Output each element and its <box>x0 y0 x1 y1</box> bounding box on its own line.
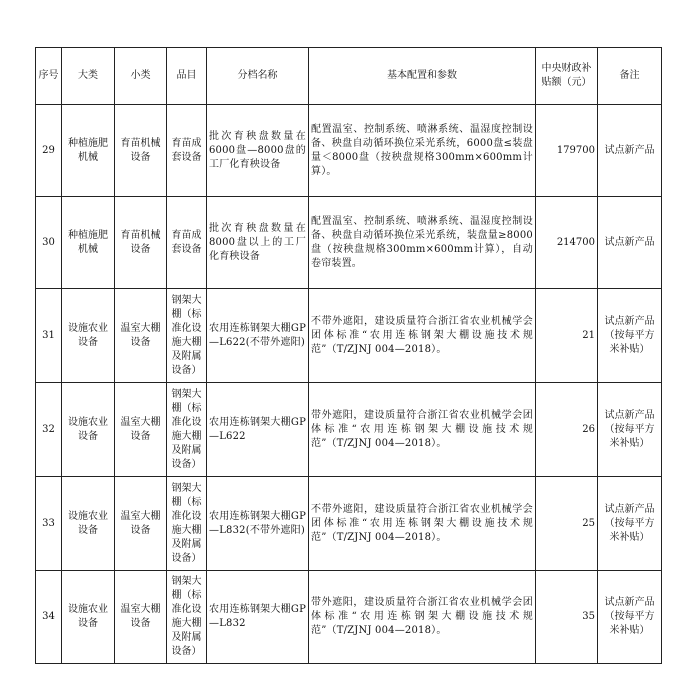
cell-subsidy: 35 <box>536 571 598 664</box>
header-remarks: 备注 <box>598 48 662 105</box>
header-row <box>36 48 662 105</box>
cell-item: 钢架大棚（标准化设施大棚及附属设备） <box>167 289 207 383</box>
cell-subcategory: 温室大棚设备 <box>115 477 167 571</box>
cell-no: 29 <box>36 105 62 197</box>
header-tier-name: 分档名称 <box>207 48 309 105</box>
cell-tier-name: 批次育秧盘数量在8000盘以上的工厂化育秧设备 <box>207 197 309 289</box>
cell-item: 钢架大棚（标准化设施大棚及附属设备） <box>167 571 207 664</box>
header-config: 基本配置和参数 <box>309 48 536 105</box>
cell-subcategory: 温室大棚设备 <box>115 571 167 664</box>
cell-remarks: 试点新产品（按每平方米补贴） <box>598 289 662 383</box>
cell-config: 不带外遮阳，建设质量符合浙江省农业机械学会团体标准“农用连栋钢架大棚设施技术规范”（T/ZJNJ 004—2018）。 <box>309 477 536 571</box>
cell-category: 设施农业设备 <box>62 383 115 477</box>
cell-subcategory: 温室大棚设备 <box>115 383 167 477</box>
cell-no: 30 <box>36 197 62 289</box>
header-subsidy: 中央财政补贴额（元） <box>536 48 598 105</box>
table-row <box>36 105 662 197</box>
cell-remarks: 试点新产品（按每平方米补贴） <box>598 383 662 477</box>
header-no: 序号 <box>36 48 62 105</box>
cell-subsidy: 214700 <box>536 197 598 289</box>
cell-tier-name: 批次育秧盘数量在6000盘—8000盘的工厂化育秧设备 <box>207 105 309 197</box>
cell-item: 钢架大棚（标准化设施大棚及附属设备） <box>167 477 207 571</box>
table-row <box>36 383 662 477</box>
cell-no: 31 <box>36 289 62 383</box>
cell-config: 配置温室、控制系统、喷淋系统、温湿度控制设备、秧盘自动循环换位采光系统，6000盘≤装盘量＜8000盘（按秧盘规格300mm×600mm计算）。 <box>309 105 536 197</box>
cell-remarks: 试点新产品 <box>598 105 662 197</box>
header-item: 品目 <box>167 48 207 105</box>
table-row <box>36 289 662 383</box>
cell-item: 育苗成套设备 <box>167 197 207 289</box>
cell-no: 32 <box>36 383 62 477</box>
cell-config: 带外遮阳，建设质量符合浙江省农业机械学会团体标准“农用连栋钢架大棚设施技术规范”（T/ZJNJ 004—2018）。 <box>309 383 536 477</box>
cell-tier-name: 农用连栋钢架大棚GP—L622 <box>207 383 309 477</box>
cell-remarks: 试点新产品 <box>598 197 662 289</box>
table-row <box>36 477 662 571</box>
cell-tier-name: 农用连栋钢架大棚GP—L832(不带外遮阳) <box>207 477 309 571</box>
cell-remarks: 试点新产品（按每平方米补贴） <box>598 571 662 664</box>
cell-category: 种植施肥机械 <box>62 105 115 197</box>
cell-config: 带外遮阳，建设质量符合浙江省农业机械学会团体标准“农用连栋钢架大棚设施技术规范”（T/ZJNJ 004—2018）。 <box>309 571 536 664</box>
cell-category: 设施农业设备 <box>62 571 115 664</box>
cell-subsidy: 25 <box>536 477 598 571</box>
table-row <box>36 571 662 664</box>
cell-item: 钢架大棚（标准化设施大棚及附属设备） <box>167 383 207 477</box>
cell-category: 设施农业设备 <box>62 477 115 571</box>
cell-subsidy: 26 <box>536 383 598 477</box>
cell-no: 33 <box>36 477 62 571</box>
cell-subcategory: 育苗机械设备 <box>115 105 167 197</box>
cell-category: 种植施肥机械 <box>62 197 115 289</box>
header-category: 大类 <box>62 48 115 105</box>
cell-tier-name: 农用连栋钢架大棚GP—L622(不带外遮阳) <box>207 289 309 383</box>
cell-subsidy: 21 <box>536 289 598 383</box>
cell-subcategory: 温室大棚设备 <box>115 289 167 383</box>
cell-subsidy: 179700 <box>536 105 598 197</box>
cell-subcategory: 育苗机械设备 <box>115 197 167 289</box>
subsidy-table <box>35 47 662 664</box>
cell-item: 育苗成套设备 <box>167 105 207 197</box>
cell-config: 不带外遮阳，建设质量符合浙江省农业机械学会团体标准“农用连栋钢架大棚设施技术规范”（T/ZJNJ 004—2018）。 <box>309 289 536 383</box>
header-subcategory: 小类 <box>115 48 167 105</box>
cell-no: 34 <box>36 571 62 664</box>
cell-tier-name: 农用连栋钢架大棚GP—L832 <box>207 571 309 664</box>
table-row <box>36 197 662 289</box>
cell-category: 设施农业设备 <box>62 289 115 383</box>
cell-config: 配置温室、控制系统、喷淋系统、温湿度控制设备、秧盘自动循环换位采光系统，装盘量≥8000盘（按秧盘规格300mm×600mm计算），自动卷帘装置。 <box>309 197 536 289</box>
cell-remarks: 试点新产品（按每平方米补贴） <box>598 477 662 571</box>
